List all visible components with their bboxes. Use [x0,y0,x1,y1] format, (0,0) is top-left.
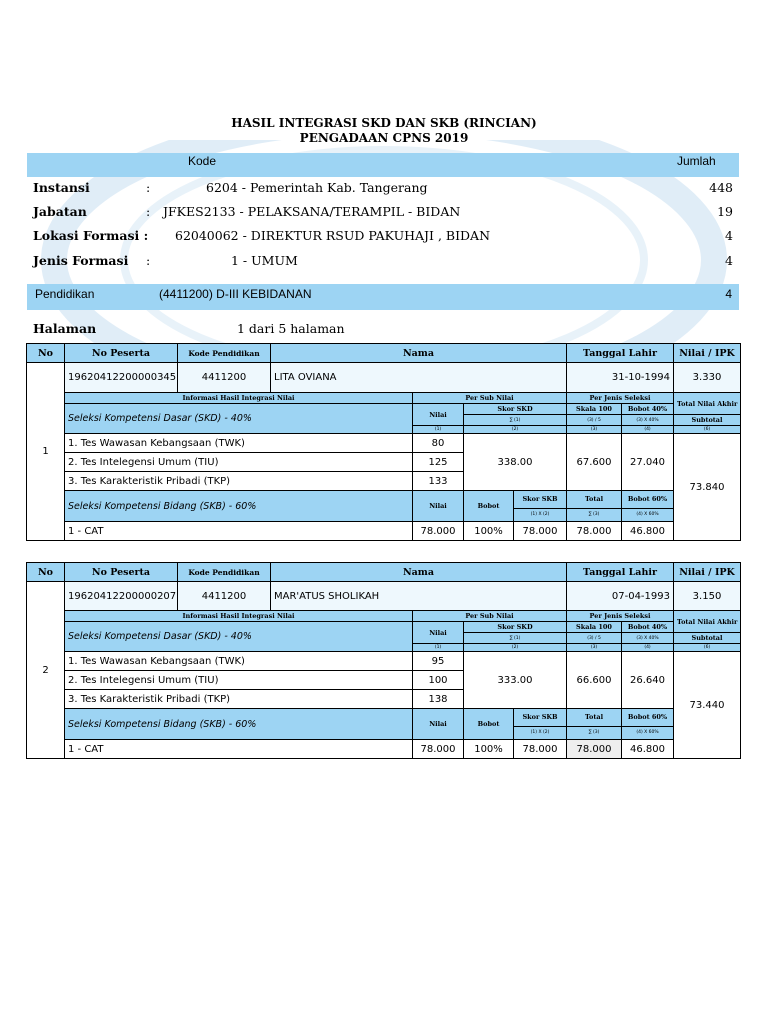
participant-no-peserta: 19620412200000345 [65,363,178,393]
tkp-label: 3. Tes Karakteristik Pribadi (TKP) [65,472,413,491]
col-kode-pendidikan: Kode Pendidikan [178,344,271,363]
subtotal-header: Subtotal [674,415,741,426]
col-no: No [27,563,65,582]
formula-x40: (3) X 40% [622,633,674,644]
twk-value: 80 [413,434,464,453]
twk-row [27,434,741,453]
nilai-header: Nilai [413,491,464,522]
info-row-jabatan [33,204,733,224]
skb-skor-value: 78.000 [514,740,567,759]
total-header: Total [567,709,622,727]
header-row [27,563,741,582]
skb-header-row [27,709,741,727]
tiu-label: 2. Tes Intelegensi Umum (TIU) [65,671,413,690]
skb-bobot-value: 100% [464,740,514,759]
col-no: No [27,344,65,363]
twk-label: 1. Tes Wawasan Kebangsaan (TWK) [65,652,413,671]
halaman-row [33,321,733,341]
info-count: 19 [717,204,733,219]
info-value: JFKES2133 - PELAKSANA/TERAMPIL - BIDAN [163,204,461,219]
info-label: Instansi [33,180,90,195]
col-nilai-ipk: Nilai / IPK [674,563,741,582]
col-kode-pendidikan: Kode Pendidikan [178,563,271,582]
info-hasil-header: Informasi Hasil Integrasi Nilai [65,611,413,622]
formula-sum1: ∑ (1) [464,633,567,644]
tkp-value: 133 [413,472,464,491]
halaman-value: 1 dari 5 halaman [237,321,345,336]
num-1: (1) [413,644,464,652]
skd-header-row [27,404,741,415]
skb-nilai-value: 78.000 [413,522,464,541]
participant-no: 1 [27,363,65,541]
skb-skor-value: 78.000 [514,522,567,541]
skor-skb-header: Skor SKB [514,491,567,509]
nilai-header: Nilai [413,622,464,644]
skd-header-row [27,622,741,633]
info-label: Jenis Formasi [33,253,129,268]
tiu-value: 125 [413,453,464,472]
skb-header-row [27,491,741,509]
col-nama: Nama [271,563,567,582]
num-3: (3) [567,644,622,652]
num-3: (3) [567,426,622,434]
tiu-value: 100 [413,671,464,690]
skb-total-value: 78.000 [567,522,622,541]
per-jenis-seleksi-header: Per Jenis Seleksi [567,393,674,404]
skb-bobot60-value: 46.800 [622,522,674,541]
participant-ipk: 3.330 [674,363,741,393]
num-6: (6) [674,426,741,434]
col-tanggal-lahir: Tanggal Lahir [567,563,674,582]
bobot-40-value: 27.040 [622,434,674,491]
participant-row [27,363,741,393]
skala-100-value: 67.600 [567,434,622,491]
total-header: Total [567,491,622,509]
info-value: 6204 - Pemerintah Kab. Tangerang [206,180,428,195]
formula-x40: (3) X 40% [622,415,674,426]
jumlah-header: Jumlah [677,154,716,168]
header-row [27,344,741,363]
participant-tanggal: 07-04-1993 [567,582,674,611]
info-header-row [27,393,741,404]
subtotal-value: 73.440 [674,652,741,759]
formula-mult12: (1) X (2) [514,508,567,521]
pendidikan-label: Pendidikan [35,287,95,301]
pendidikan-bar [27,284,739,310]
skb-total-value: 78.000 [567,740,622,759]
skor-skb-header: Skor SKB [514,709,567,727]
subtotal-header: Subtotal [674,633,741,644]
skor-skd-value: 338.00 [464,434,567,491]
bobot-header: Bobot [464,709,514,740]
header-bar [27,153,739,177]
formula-div5: (3) / 5 [567,415,622,426]
nilai-header: Nilai [413,404,464,426]
participant-table-2 [26,562,741,759]
nilai-header: Nilai [413,709,464,740]
twk-label: 1. Tes Wawasan Kebangsaan (TWK) [65,434,413,453]
skor-skd-header: Skor SKD [464,404,567,415]
skd-section-label: Seleksi Kompetensi Dasar (SKD) - 40% [65,404,413,434]
col-nama: Nama [271,344,567,363]
participant-kode: 4411200 [178,582,271,611]
formula-sum1: ∑ (1) [464,415,567,426]
cat-row [27,522,741,541]
info-value: 62040062 - DIREKTUR RSUD PAKUHAJI , BIDAN [175,228,491,243]
num-6: (6) [674,644,741,652]
tkp-label: 3. Tes Karakteristik Pribadi (TKP) [65,690,413,709]
formula-mult12: (1) X (2) [514,726,567,739]
num-1: (1) [413,426,464,434]
num-2: (2) [464,644,567,652]
bobot-60-header: Bobot 60% [622,709,674,727]
info-colon: : [146,253,151,268]
skala-100-header: Skala 100 [567,622,622,633]
total-nilai-akhir-header: Total Nilai Akhir [674,393,741,415]
info-count: 448 [709,180,733,195]
skala-100-header: Skala 100 [567,404,622,415]
skala-100-value: 66.600 [567,652,622,709]
skb-bobot60-value: 46.800 [622,740,674,759]
twk-value: 95 [413,652,464,671]
cat-row [27,740,741,759]
cat-label: 1 - CAT [65,740,413,759]
tiu-label: 2. Tes Intelegensi Umum (TIU) [65,453,413,472]
skb-section-label: Seleksi Kompetensi Bidang (SKB) - 60% [65,491,413,522]
num-4: (4) [622,644,674,652]
bobot-60-header: Bobot 60% [622,491,674,509]
participant-nama: MAR'ATUS SHOLIKAH [271,582,567,611]
formula-sum3: ∑ (3) [567,508,622,521]
col-no-peserta: No Peserta [65,563,178,582]
info-count: 4 [725,253,733,268]
twk-row [27,652,741,671]
info-hasil-header: Informasi Hasil Integrasi Nilai [65,393,413,404]
skb-nilai-value: 78.000 [413,740,464,759]
formula-x60: (4) X 60% [622,726,674,739]
participant-tanggal: 31-10-1994 [567,363,674,393]
info-header-row [27,611,741,622]
formula-div5: (3) / 5 [567,633,622,644]
info-colon: : [146,204,151,219]
formula-x60: (4) X 60% [622,508,674,521]
skb-section-label: Seleksi Kompetensi Bidang (SKB) - 60% [65,709,413,740]
skor-skd-value: 333.00 [464,652,567,709]
bobot-header: Bobot [464,491,514,522]
col-no-peserta: No Peserta [65,344,178,363]
skd-section-label: Seleksi Kompetensi Dasar (SKD) - 40% [65,622,413,652]
bobot-40-value: 26.640 [622,652,674,709]
info-label: Lokasi Formasi : [33,228,149,243]
subtotal-value: 73.840 [674,434,741,541]
participant-table-1 [26,343,741,541]
halaman-label: Halaman [33,321,97,336]
num-2: (2) [464,426,567,434]
col-tanggal-lahir: Tanggal Lahir [567,344,674,363]
per-sub-nilai-header: Per Sub Nilai [413,611,567,622]
cat-label: 1 - CAT [65,522,413,541]
formula-sum3: ∑ (3) [567,726,622,739]
info-label: Jabatan [33,204,87,219]
info-row-instansi [33,180,733,200]
info-row-jenis-formasi [33,253,733,273]
info-colon: : [146,180,151,195]
participant-no-peserta: 19620412200000207 [65,582,178,611]
num-4: (4) [622,426,674,434]
info-row-lokasi [33,228,733,248]
info-value: 1 - UMUM [231,253,298,268]
participant-row [27,582,741,611]
per-jenis-seleksi-header: Per Jenis Seleksi [567,611,674,622]
tkp-value: 138 [413,690,464,709]
participant-ipk: 3.150 [674,582,741,611]
col-nilai-ipk: Nilai / IPK [674,344,741,363]
skb-bobot-value: 100% [464,522,514,541]
document-title: HASIL INTEGRASI SKD DAN SKB (RINCIAN) [231,116,537,130]
pendidikan-count: 4 [725,287,732,301]
kode-header: Kode [188,154,217,168]
participant-kode: 4411200 [178,363,271,393]
per-sub-nilai-header: Per Sub Nilai [413,393,567,404]
bobot-40-header: Bobot 40% [622,404,674,415]
document-subtitle: PENGADAAN CPNS 2019 [299,131,469,145]
participant-no: 2 [27,582,65,759]
participant-nama: LITA OVIANA [271,363,567,393]
total-nilai-akhir-header: Total Nilai Akhir [674,611,741,633]
pendidikan-value: (4411200) D-III KEBIDANAN [159,287,312,301]
info-count: 4 [725,228,733,243]
skor-skd-header: Skor SKD [464,622,567,633]
bobot-40-header: Bobot 40% [622,622,674,633]
